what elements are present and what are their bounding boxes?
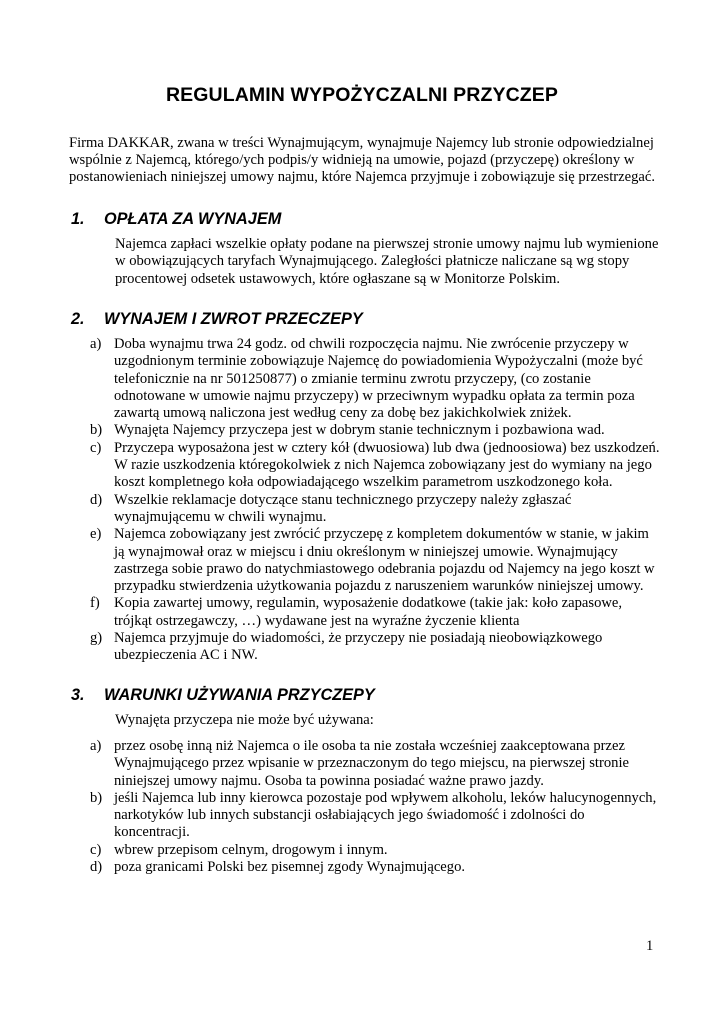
list-marker: a)	[90, 336, 102, 352]
list-item	[90, 440, 662, 492]
section-3-number: 3.	[71, 686, 85, 704]
list-item	[90, 492, 662, 527]
list-item-text: Wynajęta Najemcy przyczepa jest w dobrym stanie technicznym i pozbawiona wad.	[114, 422, 605, 439]
section-1-heading	[71, 210, 281, 229]
list-item	[90, 422, 662, 439]
list-marker: b)	[90, 789, 103, 806]
list-item	[90, 630, 662, 665]
list-item-text: Kopia zawartej umowy, regulamin, wyposażenie dodatkowe (takie jak: koło zapasowe, trójkąt ostrzegawczy, …) wydawane jest na wyraźne życzenie klienta	[114, 595, 623, 629]
section-2-title: WYNAJEM I ZWROT PRZECZEPY	[104, 310, 363, 328]
list-item-text: Najemca przyjmuje do wiadomości, że przyczepy nie posiadają nieobowiązkowego ubezpieczenia AC i NW.	[114, 630, 603, 664]
intro-paragraph: Firma DAKKAR, zwana w treści Wynajmującym, wynajmuje Najemcy lub stronie odpowiedzialnej wspólnie z Najemcą, którego/ych podpis/y widnieją na umowie, pojazd (przyczepę) określony w postanowieniach niniejszej umowy najmu, które Najemca przyjmuje i zobowiązuje się przestrzegać.	[69, 135, 655, 185]
section-3-list	[90, 738, 662, 876]
list-item-text: jeśli Najemca lub inny kierowca pozostaje pod wpływem alkoholu, leków halucynogennych, narkotyków lub innych substancji osłabiających jego świadomość i zdolności do koncentracji.	[114, 789, 657, 841]
list-marker: b)	[90, 422, 103, 439]
list-item	[90, 595, 662, 630]
document-title: REGULAMIN WYPOŻYCZALNI PRZYCZEP	[165, 84, 558, 106]
list-marker: d)	[90, 491, 103, 508]
section-3-heading	[71, 686, 375, 705]
section-3-intro: Wynajęta przyczepa nie może być używana:	[115, 712, 374, 728]
list-marker: c)	[90, 841, 102, 858]
section-2-number: 2.	[71, 310, 85, 328]
section-1-number: 1.	[71, 210, 85, 228]
section-2-heading	[71, 310, 363, 329]
section-1-text: Najemca zapłaci wszelkie opłaty podane na pierwszej stronie umowy najmu lub wymienione w obowiązujących taryfach Wynajmującego. Zaległości płatnicze naliczane są wg stopy procentowej odsetek ustawowych, które ogłaszane są w Monitorze Polskim.	[115, 236, 659, 287]
list-item-text: Przyczepa wyposażona jest w cztery kół (dwuosiowa) lub dwa (jednoosiowa) bez uszkodzeń. W razie uszkodzenia któregokolwiek z nich Najemca zobowiązany jest do wymiany na jego koszt kompletnego koła odpowiadającego wszelkim parametrom uszkodzonego koła.	[114, 439, 660, 491]
list-item	[90, 842, 662, 859]
list-item-text: poza granicami Polski bez pisemnej zgody Wynajmującego.	[114, 859, 466, 876]
list-item-text: wbrew przepisom celnym, drogowym i innym.	[114, 841, 388, 858]
list-item-text: Wszelkie reklamacje dotyczące stanu technicznego przyczepy należy zgłaszać wynajmującemu w chwili wynajmu.	[114, 491, 572, 525]
list-item-text: przez osobę inną niż Najemca o ile osoba ta nie została wcześniej zaakceptowana przez Wynajmującego przez wpisanie w przeznaczonym do tego miejscu, na pierwszej stronie niniejszej umowy najmu. Osoba ta powinna posiadać ważne prawo jazdy.	[114, 738, 629, 789]
list-item	[90, 738, 662, 790]
list-marker: d)	[90, 859, 103, 876]
page-number: 1	[646, 938, 654, 954]
section-3-title: WARUNKI UŻYWANIA PRZYCZEPY	[104, 686, 375, 704]
list-marker: g)	[90, 630, 103, 647]
list-item	[90, 790, 662, 842]
list-item	[90, 526, 662, 595]
list-marker: c)	[90, 439, 102, 456]
list-item-text: Najemca zobowiązany jest zwrócić przyczepę z kompletem dokumentów w stanie, w jakim ją wynajmował oraz w miejscu i dniu określonym w niniejszej umowie. Wynajmujący zastrzega sobie prawo do natychmiastowego odebrania pojazdu od Najemcy na jego koszt w przypadku stwierdzenia użytkowania pojazdu z naruszeniem warunków niniejszej umowy.	[114, 526, 655, 595]
list-item-text: Doba wynajmu trwa 24 godz. od chwili rozpoczęcia najmu. Nie zwrócenie przyczepy w uzgodnionym terminie zobowiązuje Najemcę do powiadomienia Wypożyczalni (może być telefonicznie na nr 501250877) o zmianie terminu zwrotu przyczepy, (co zostanie odnotowane w umowie najmu przyczepy) w przeciwnym wypadku opłata za termin poza zawartą umową naliczona jest według ceny za dobę bez jakichkolwiek zniżek.	[114, 336, 643, 422]
list-item	[90, 859, 662, 876]
section-2-list	[90, 336, 662, 665]
list-item	[90, 336, 662, 422]
list-marker: a)	[90, 738, 102, 754]
section-1-title: OPŁATA ZA WYNAJEM	[104, 210, 282, 228]
list-marker: e)	[90, 526, 102, 543]
list-marker: f)	[90, 595, 100, 612]
